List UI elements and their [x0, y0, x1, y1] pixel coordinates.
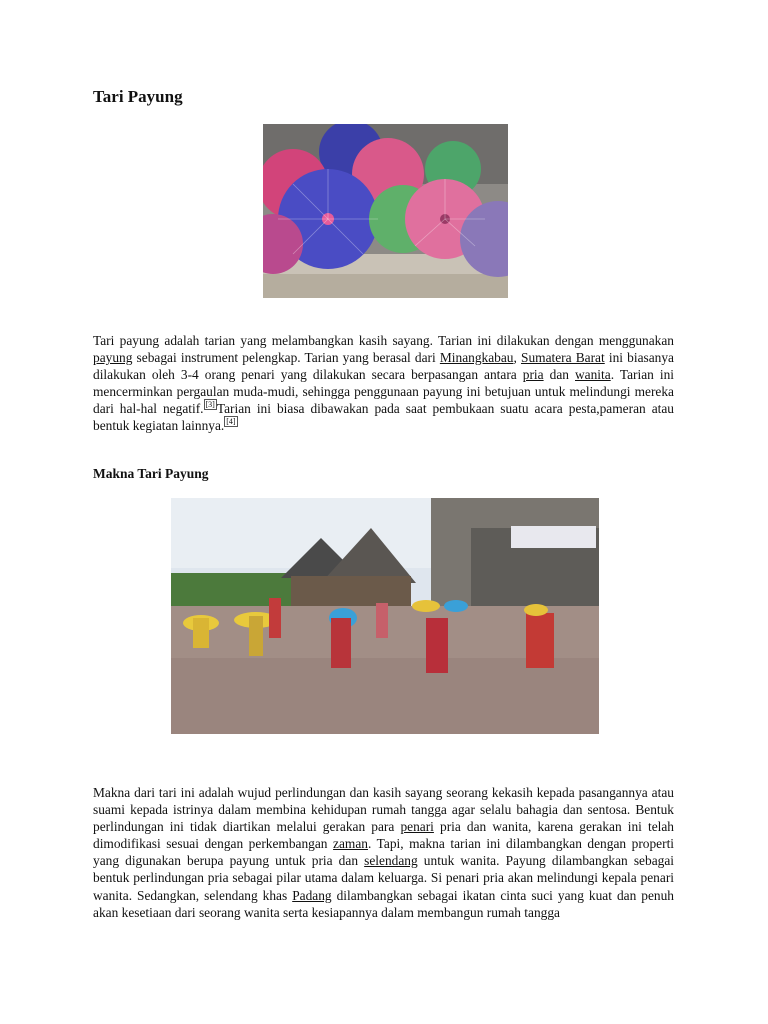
link-sumatera-barat[interactable]: Sumatera Barat [521, 350, 605, 366]
dancers-photo [171, 498, 599, 734]
link-penari[interactable]: penari [400, 819, 434, 835]
link-padang[interactable]: Padang [292, 887, 332, 903]
link-minangkabau[interactable]: Minangkabau [439, 350, 514, 366]
reference-4[interactable]: [4] [226, 417, 236, 427]
link-zaman[interactable]: zaman [333, 836, 368, 852]
reference-3[interactable]: [3] [205, 400, 215, 410]
page-title: Tari Payung [93, 87, 183, 106]
paragraph-intro: Tari payung adalah tarian yang melambangkan kasih sayang. Tarian ini dilakukan dengan menggunakan payung sebagai instrument pelengkap. Tarian yang berasal dari Minangkabau, Sumatera Barat ini biasanya dilakukan oleh 3-4 orang penari yang dilakukan secara berpasangan antara pria dan wanita. Tarian ini mencerminkan pergaulan muda-mudi, sehingga penggunaan payung ini betujuan untuk melindungi mereka dari hal-hal negatif. [3] Tarian ini biasa dibawakan pada saat pembukaan suatu acara pesta,pameran atau bentuk kegiatan lainnya. [4] [93, 333, 674, 434]
link-payung[interactable]: payung [93, 350, 133, 366]
paragraph-meaning: Makna dari tari ini adalah wujud perlindungan dan kasih sayang seorang kekasih kepada pasangannya atau suami kepada istrinya dalam membina kehidupan rumah tangga agar selalu bahagia dan sentosa. Bentuk perlindungan ini tidak diartikan melalui gerakan para penari pria dan wanita, karena gerakan ini telah dimodifikasi sesuai dengan perkembangan zaman. Tapi, makna tarian ini dilambangkan dengan properti yang digunakan berupa payung untuk pria dan selendang untuk wanita. Payung dilambangkan sebagai bentuk perlindungan pria sebagai pilar utama dalam keluarga. Si penari pria akan melindungi kepala penari wanita. Sedangkan, selendang khas Padang dilambangkan sebagai ikatan cinta suci yang kuat dan penuh akan kesetiaan dari seorang wanita serta kesiapannya dalam membangun rumah tangga [93, 785, 675, 920]
section-heading: Makna Tari Payung [93, 466, 209, 481]
link-selendang[interactable]: selendang [364, 853, 418, 869]
link-pria[interactable]: pria [522, 367, 544, 383]
link-wanita[interactable]: wanita [575, 367, 611, 383]
umbrellas-photo [263, 124, 508, 298]
